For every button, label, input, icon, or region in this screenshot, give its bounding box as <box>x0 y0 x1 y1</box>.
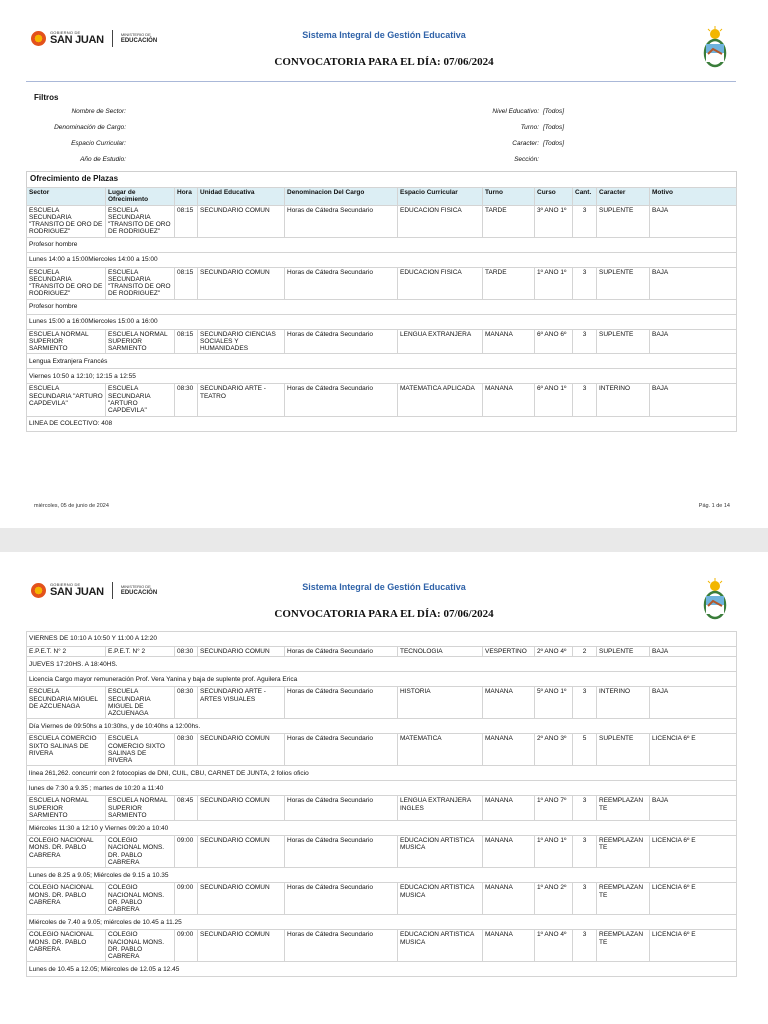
table-note-row <box>27 821 737 836</box>
cell-unidad: SECUNDARIO COMUN <box>198 930 285 962</box>
report-page-2 <box>0 552 768 1024</box>
cell-turno: VESPERTINO <box>483 647 535 657</box>
cell-sector: ESCUELA SECUNDARIA "TRANSITO DE ORO DE RODRIGUEZ" <box>27 267 106 299</box>
cell-sector: ESCUELA NORMAL SUPERIOR SARMIENTO <box>27 329 106 354</box>
cell-motivo: BAJA <box>650 384 737 416</box>
cell-lugar: COLEGIO NACIONAL MONS. DR. PABLO CABRERA <box>106 836 175 868</box>
logo-gov-text: GOBIERNO DE <box>50 30 81 35</box>
cell-cant: 3 <box>573 687 597 719</box>
logo-gov-text: GOBIERNO DE <box>50 582 81 587</box>
table-row <box>27 836 737 868</box>
plazas-table <box>26 187 737 432</box>
cell-cant: 3 <box>573 836 597 868</box>
cell-espacio: MATEMATICA APLICADA <box>398 384 483 416</box>
table-row <box>27 734 737 766</box>
table-note-row <box>27 314 737 329</box>
note-text: Viernes 10:50 a 12:10; 12:15 a 12:55 <box>27 369 737 384</box>
cell-lugar: ESCUELA SECUNDARIA "TRANSITO DE ORO DE RODRIGUEZ" <box>106 267 175 299</box>
cell-motivo: BAJA <box>650 687 737 719</box>
cell-cant: 3 <box>573 384 597 416</box>
table-row <box>27 205 737 237</box>
filters-title: Filtros <box>34 93 59 102</box>
cell-turno: MANANA <box>483 883 535 915</box>
footer-page-number: Pág. 1 de 14 <box>698 503 730 509</box>
cell-sector: COLEGIO NACIONAL MONS. DR. PABLO CABRERA <box>27 883 106 915</box>
cell-espacio: TECNOLOGIA <box>398 647 483 657</box>
table-note-row <box>27 962 737 977</box>
note-text: LINEA DE COLECTIVO: 408 <box>27 416 737 431</box>
table-note-row <box>27 781 737 796</box>
cell-lugar: ESCUELA NORMAL SUPERIOR SARMIENTO <box>106 329 175 354</box>
cell-espacio: EDUCACION ARTISTICA MUSICA <box>398 883 483 915</box>
cell-lugar: ESCUELA SECUNDARIA "ARTURO CAPDEVILA" <box>106 384 175 416</box>
note-text: Miércoles 11:30 a 12:10 y Viernes 09:20 a 10:40 <box>27 821 737 836</box>
cell-cargo: Horas de Cátedra Secundario <box>285 205 398 237</box>
cell-unidad: SECUNDARIO COMUN <box>198 883 285 915</box>
cell-cargo: Horas de Cátedra Secundario <box>285 329 398 354</box>
cell-motivo: LICENCIA 6º E <box>650 883 737 915</box>
cell-curso: 1º ANO 1º <box>535 836 573 868</box>
cell-caracter: SUPLENTE <box>597 267 650 299</box>
cell-turno: MANANA <box>483 687 535 719</box>
cell-sector: ESCUELA COMERCIO SIXTO SALINAS DE RIVERA <box>27 734 106 766</box>
table-row <box>27 647 737 657</box>
cell-motivo: BAJA <box>650 267 737 299</box>
table-note-row <box>27 416 737 431</box>
cell-cargo: Horas de Cátedra Secundario <box>285 384 398 416</box>
cell-motivo: LICENCIA 6º E <box>650 734 737 766</box>
cell-espacio: HISTORIA <box>398 687 483 719</box>
table-note-row <box>27 632 737 647</box>
filter-cargo-label: Denominación de Cargo: <box>54 124 126 131</box>
logo-edu-text: EDUCACIÓN <box>120 37 158 44</box>
cell-turno: MANANA <box>483 329 535 354</box>
coat-of-arms-icon <box>702 26 728 70</box>
filter-sector-label: Nombre de Sector: <box>71 108 126 115</box>
cell-sector: ESCUELA NORMAL SUPERIOR SARMIENTO <box>27 796 106 821</box>
cell-unidad: SECUNDARIO COMUN <box>198 205 285 237</box>
column-header-hora: Hora <box>175 188 198 206</box>
cell-caracter: INTERINO <box>597 687 650 719</box>
cell-turno: MANANA <box>483 796 535 821</box>
cell-motivo: LICENCIA 6º E <box>650 930 737 962</box>
cell-hora: 08:30 <box>175 687 198 719</box>
cell-unidad: SECUNDARIO COMUN <box>198 836 285 868</box>
cell-curso: 1º ANO 4º <box>535 930 573 962</box>
logo-ministry-text: MINISTERIO DE <box>120 584 151 590</box>
cell-hora: 08:15 <box>175 205 198 237</box>
cell-cargo: Horas de Cátedra Secundario <box>285 796 398 821</box>
cell-motivo: BAJA <box>650 329 737 354</box>
cell-hora: 09:00 <box>175 836 198 868</box>
cell-curso: 1º ANO 1º <box>535 267 573 299</box>
table-row <box>27 796 737 821</box>
note-text: Lunes de 10.45 a 12.05; Miércoles de 12.05 a 12.45 <box>27 962 737 977</box>
table-note-row <box>27 672 737 687</box>
filter-caracter-value: [Todos] <box>543 140 565 147</box>
cell-unidad: SECUNDARIO ARTE - TEATRO <box>198 384 285 416</box>
cell-sector: COLEGIO NACIONAL MONS. DR. PABLO CABRERA <box>27 930 106 962</box>
cell-cargo: Horas de Cátedra Secundario <box>285 647 398 657</box>
cell-sector: COLEGIO NACIONAL MONS. DR. PABLO CABRERA <box>27 836 106 868</box>
cell-caracter: REEMPLAZANTE <box>597 883 650 915</box>
cell-sector: ESCUELA SECUNDARIA "ARTURO CAPDEVILA" <box>27 384 106 416</box>
cell-unidad: SECUNDARIO ARTE - ARTES VISUALES <box>198 687 285 719</box>
note-text: lunes de 7:30 a 9.35 ; martes de 10:20 a 11:40 <box>27 781 737 796</box>
column-header-caracter: Caracter <box>597 188 650 206</box>
table-note-row <box>27 868 737 883</box>
cell-hora: 09:00 <box>175 883 198 915</box>
table-row <box>27 883 737 915</box>
ofrecimiento-section-header <box>26 171 737 188</box>
cell-espacio: EDUCACION FISICA <box>398 267 483 299</box>
cell-lugar: ESCUELA COMERCIO SIXTO SALINAS DE RIVERA <box>106 734 175 766</box>
cell-caracter: SUPLENTE <box>597 329 650 354</box>
cell-hora: 08:45 <box>175 796 198 821</box>
table-note-row <box>27 657 737 672</box>
cell-turno: TARDE <box>483 267 535 299</box>
cell-motivo: LICENCIA 6º E <box>650 836 737 868</box>
note-text: Lengua Extranjera Francés <box>27 354 737 369</box>
cell-cant: 3 <box>573 329 597 354</box>
cell-cargo: Horas de Cátedra Secundario <box>285 734 398 766</box>
convocatoria-title: CONVOCATORIA PARA EL DÍA: 07/06/2024 <box>274 608 494 620</box>
note-text: Profesor hombre <box>27 237 737 252</box>
cell-curso: 6º ANO 1º <box>535 384 573 416</box>
cell-unidad: SECUNDARIO COMUN <box>198 734 285 766</box>
table-row <box>27 384 737 416</box>
cell-hora: 08:15 <box>175 267 198 299</box>
filter-turno-label: Turno: <box>520 124 539 131</box>
filter-seccion-label: Sección: <box>514 156 539 163</box>
cell-caracter: REEMPLAZANTE <box>597 836 650 868</box>
cell-caracter: SUPLENTE <box>597 734 650 766</box>
logo-name-text: SAN JUAN <box>50 34 104 46</box>
cell-cargo: Horas de Cátedra Secundario <box>285 883 398 915</box>
filter-caracter-label: Caracter: <box>512 140 539 147</box>
table-row <box>27 930 737 962</box>
system-title: Sistema Integral de Gestión Educativa <box>302 582 466 592</box>
column-header-unidad: Unidad Educativa <box>198 188 285 206</box>
logo-ministry-text: MINISTERIO DE <box>120 32 151 38</box>
cell-sector: ESCUELA SECUNDARIA MIGUEL DE AZCUENAGA <box>27 687 106 719</box>
column-header-espacio: Espacio Curricular <box>398 188 483 206</box>
note-text: Día Viernes de 09:50hs a 10:30hs, y de 10:40hs a 12:00hs. <box>27 719 737 734</box>
page-header-2 <box>0 552 768 620</box>
table-note-row <box>27 252 737 267</box>
note-text: Licencia Cargo mayor remuneración Prof. Vera Yanina y baja de suplente prof. Aguilera Erica <box>27 672 737 687</box>
cell-cant: 3 <box>573 883 597 915</box>
table-row <box>27 687 737 719</box>
cell-unidad: SECUNDARIO COMUN <box>198 647 285 657</box>
table-row <box>27 267 737 299</box>
cell-cargo: Horas de Cátedra Secundario <box>285 267 398 299</box>
cell-cant: 5 <box>573 734 597 766</box>
section-title: Ofrecimiento de Plazas <box>30 174 119 183</box>
cell-espacio: EDUCACION ARTISTICA MUSICA <box>398 836 483 868</box>
cell-cargo: Horas de Cátedra Secundario <box>285 836 398 868</box>
cell-curso: 2º ANO 3º <box>535 734 573 766</box>
note-text: línea 261,262. concurrir con 2 fotocopias de DNI, CUIL, CBU, CARNET DE JUNTA, 2 folios oficio <box>27 766 737 781</box>
plazas-table-continued <box>26 631 737 977</box>
filter-espacio-label: Espacio Curricular: <box>71 140 126 147</box>
table-note-row <box>27 369 737 384</box>
cell-hora: 08:30 <box>175 734 198 766</box>
filter-nivel-label: Nivel Educativo: <box>492 108 539 115</box>
footer-date: miércoles, 05 de junio de 2024 <box>34 503 109 509</box>
cell-espacio: LENGUA EXTRANJERA INGLES <box>398 796 483 821</box>
header-rule <box>26 81 736 82</box>
cell-unidad: SECUNDARIO COMUN <box>198 267 285 299</box>
cell-caracter: REEMPLAZANTE <box>597 930 650 962</box>
note-text: Lunes 14:00 a 15:00Miercoles 14:00 a 15:00 <box>27 252 737 267</box>
column-header-motivo: Motivo <box>650 188 737 206</box>
cell-hora: 08:30 <box>175 647 198 657</box>
cell-cant: 3 <box>573 796 597 821</box>
filter-turno-value: [Todos] <box>543 124 565 131</box>
filter-anio-label: Año de Estudio: <box>80 156 126 163</box>
table-note-row <box>27 299 737 314</box>
cell-curso: 2º ANO 4º <box>535 647 573 657</box>
cell-curso: 6º ANO 6º <box>535 329 573 354</box>
cell-hora: 08:30 <box>175 384 198 416</box>
note-text: Miércoles de 7.40 a 9.05; miércoles de 10.45 a 11.25 <box>27 915 737 930</box>
cell-cant: 3 <box>573 267 597 299</box>
cell-turno: TARDE <box>483 205 535 237</box>
cell-turno: MANANA <box>483 836 535 868</box>
cell-espacio: MATEMATICA <box>398 734 483 766</box>
cell-unidad: SECUNDARIO CIENCIAS SOCIALES Y HUMANIDADES <box>198 329 285 354</box>
note-text: Lunes 15:00 a 16:00Miercoles 15:00 a 16:00 <box>27 314 737 329</box>
table-note-row <box>27 915 737 930</box>
cell-caracter: SUPLENTE <box>597 647 650 657</box>
table-note-row <box>27 354 737 369</box>
cell-curso: 5º ANO 1º <box>535 687 573 719</box>
table-note-row <box>27 719 737 734</box>
table-header-row <box>27 188 737 206</box>
cell-curso: 1º ANO 7º <box>535 796 573 821</box>
filter-nivel-value: [Todos] <box>543 108 565 115</box>
column-header-lugar: Lugar de Ofrecimiento <box>106 188 175 206</box>
cell-turno: MANANA <box>483 734 535 766</box>
cell-cant: 3 <box>573 205 597 237</box>
table-row <box>27 329 737 354</box>
column-header-cargo: Denominacion Del Cargo <box>285 188 398 206</box>
cell-turno: MANANA <box>483 384 535 416</box>
note-text: Lunes de 8.25 a 9.05; Miércoles de 9.15 a 10.35 <box>27 868 737 883</box>
cell-caracter: SUPLENTE <box>597 205 650 237</box>
column-header-curso: Curso <box>535 188 573 206</box>
cell-lugar: COLEGIO NACIONAL MONS. DR. PABLO CABRERA <box>106 930 175 962</box>
cell-cargo: Horas de Cátedra Secundario <box>285 930 398 962</box>
cell-motivo: BAJA <box>650 796 737 821</box>
cell-cant: 2 <box>573 647 597 657</box>
cell-lugar: E.P.E.T. N° 2 <box>106 647 175 657</box>
logo-name-text: SAN JUAN <box>50 586 104 598</box>
table-note-row <box>27 237 737 252</box>
page-header <box>0 0 768 68</box>
note-text: VIERNES DE 10:10 A 10:50 Y 11:00 A 12:20 <box>27 632 737 647</box>
cell-curso: 3º ANO 1º <box>535 205 573 237</box>
table-note-row <box>27 766 737 781</box>
cell-sector: ESCUELA SECUNDARIA "TRANSITO DE ORO DE RODRIGUEZ" <box>27 205 106 237</box>
cell-turno: MANANA <box>483 930 535 962</box>
cell-espacio: EDUCACION ARTISTICA MUSICA <box>398 930 483 962</box>
cell-caracter: INTERINO <box>597 384 650 416</box>
column-header-cant: Cant. <box>573 188 597 206</box>
system-title: Sistema Integral de Gestión Educativa <box>302 30 466 40</box>
cell-hora: 08:15 <box>175 329 198 354</box>
logo-edu-text: EDUCACIÓN <box>120 589 158 596</box>
cell-lugar: ESCUELA SECUNDARIA "TRANSITO DE ORO DE RODRIGUEZ" <box>106 205 175 237</box>
column-header-sector: Sector <box>27 188 106 206</box>
column-header-turno: Turno <box>483 188 535 206</box>
cell-lugar: ESCUELA SECUNDARIA MIGUEL DE AZCUENAGA <box>106 687 175 719</box>
cell-sector: E.P.E.T. N° 2 <box>27 647 106 657</box>
cell-hora: 09:00 <box>175 930 198 962</box>
cell-unidad: SECUNDARIO COMUN <box>198 796 285 821</box>
cell-motivo: BAJA <box>650 205 737 237</box>
cell-espacio: EDUCACION FISICA <box>398 205 483 237</box>
note-text: Profesor hombre <box>27 299 737 314</box>
cell-lugar: ESCUELA NORMAL SUPERIOR SARMIENTO <box>106 796 175 821</box>
cell-curso: 1º ANO 2º <box>535 883 573 915</box>
cell-motivo: BAJA <box>650 647 737 657</box>
cell-cant: 3 <box>573 930 597 962</box>
cell-caracter: REEMPLAZANTE <box>597 796 650 821</box>
coat-of-arms-icon <box>702 578 728 622</box>
cell-cargo: Horas de Cátedra Secundario <box>285 687 398 719</box>
cell-espacio: LENGUA EXTRANJERA <box>398 329 483 354</box>
cell-lugar: COLEGIO NACIONAL MONS. DR. PABLO CABRERA <box>106 883 175 915</box>
convocatoria-title: CONVOCATORIA PARA EL DÍA: 07/06/2024 <box>274 56 494 68</box>
note-text: JUEVES 17:20HS. A 18:40HS. <box>27 657 737 672</box>
